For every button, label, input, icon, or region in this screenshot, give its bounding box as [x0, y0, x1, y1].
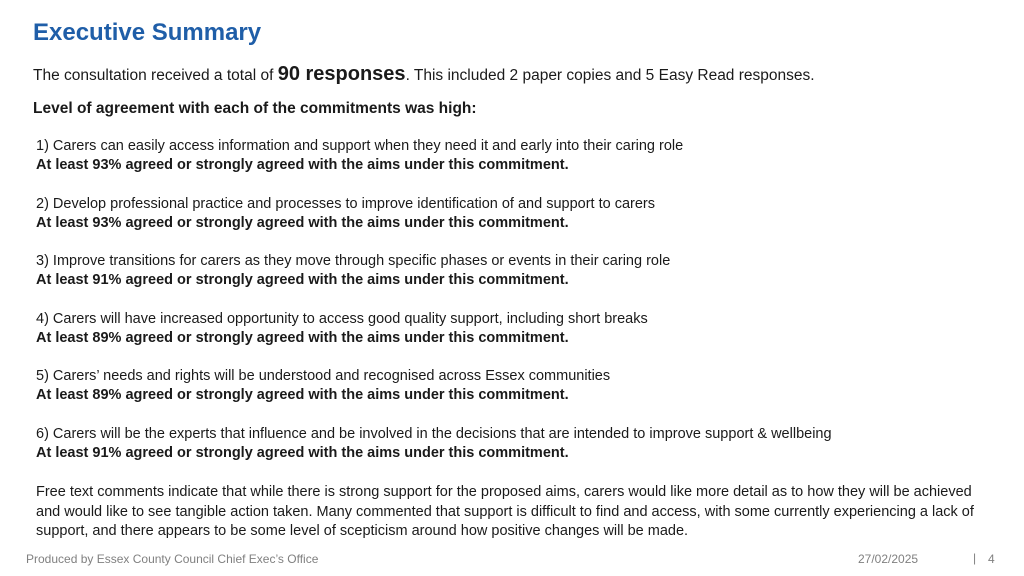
commitment-agreement: At least 93% agreed or strongly agreed with the aims under this commitment. [36, 214, 569, 231]
commitment-item [36, 137, 996, 195]
commitment-item [36, 310, 996, 368]
commitment-text: 4) Carers will have increased opportunity to access good quality support, including short breaks [36, 310, 648, 327]
agreement-heading: Level of agreement with each of the commitments was high: [33, 100, 477, 117]
commitment-text: 5) Carers’ needs and rights will be understood and recognised across Essex communities [36, 368, 611, 385]
commitment-agreement: At least 89% agreed or strongly agreed with the aims under this commitment. [36, 329, 569, 346]
commitment-item [36, 195, 996, 253]
commitment-item [36, 252, 996, 310]
commitment-agreement: At least 93% agreed or strongly agreed with the aims under this commitment. [36, 157, 569, 173]
commitment-text: 1) Carers can easily access information and support when they need it and early into their caring role [36, 138, 684, 154]
commitment-item [36, 367, 996, 425]
response-count: 90 responses [277, 63, 406, 85]
commitment-text: 2) Develop professional practice and processes to improve identification of and support to carers [36, 195, 655, 212]
footer-separator: | [973, 551, 977, 565]
footer-produced-by: Produced by Essex County Council Chief Exec’s Office [26, 552, 319, 566]
intro-suffix: . This included 2 paper copies and 5 Easy Read responses. [405, 67, 815, 84]
page-title: Executive Summary [33, 19, 262, 46]
commitments-list [36, 137, 996, 483]
commitment-text: 3) Improve transitions for carers as they move through specific phases or events in their caring role [36, 253, 671, 270]
commitment-agreement: At least 89% agreed or strongly agreed with the aims under this commitment. [36, 387, 569, 404]
free-text-summary: Free text comments indicate that while there is strong support for the proposed aims, carers would like more detail as to how they will be achieved and would like to see tangible action taken. Many commented that support is difficult to find and access, with some currently experiencing a lack of support, and there appears to be some level of scepticism around how positive changes will be made. [36, 484, 974, 539]
commitment-agreement: At least 91% agreed or strongly agreed with the aims under this commitment. [36, 272, 569, 289]
commitment-text: 6) Carers will be the experts that influence and be involved in the decisions that are intended to improve support & wellbeing [36, 425, 832, 442]
intro-prefix: The consultation received a total of [33, 67, 278, 84]
commitment-agreement: At least 91% agreed or strongly agreed with the aims under this commitment. [36, 444, 569, 461]
intro-paragraph [33, 63, 815, 86]
commitment-item [36, 425, 996, 483]
footer-date: 27/02/2025 [858, 552, 919, 566]
page-number: 4 [988, 552, 995, 566]
